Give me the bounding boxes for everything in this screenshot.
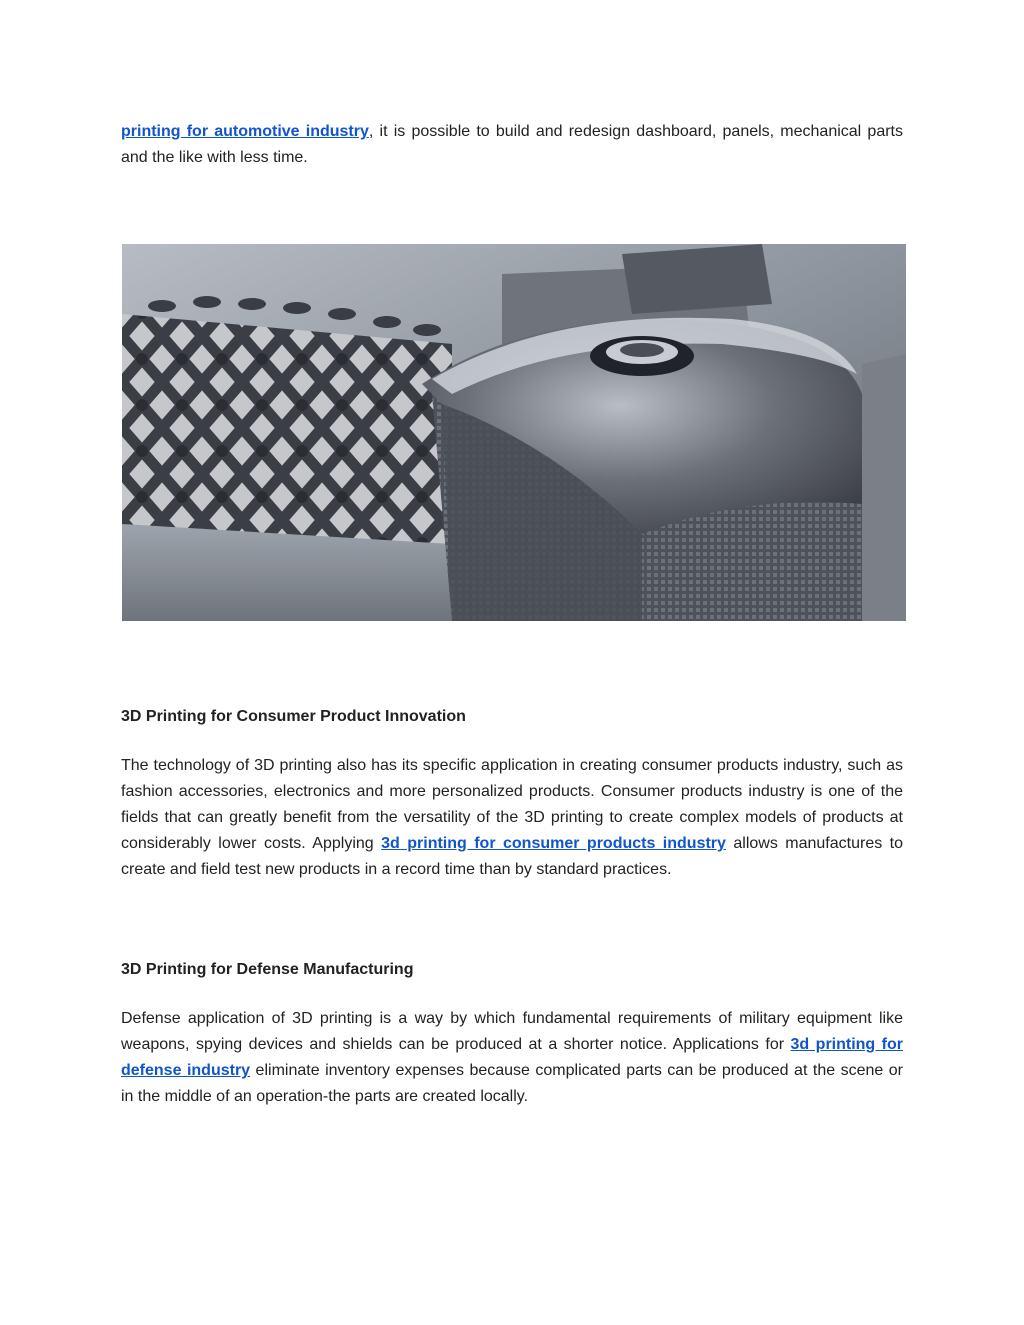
intro-paragraph: [121, 119, 903, 171]
defense-text-before: Defense application of 3D printing is a way by which fundamental requirements of military equipment like weapons, spying devices and shields can be produced at a shorter notice. Applications for: [121, 1010, 903, 1053]
consumer-section-heading: 3D Printing for Consumer Product Innovation: [121, 708, 466, 725]
consumer-text-after: allows manufactures to create and field test new products in a record time than by standard practices.: [121, 835, 903, 878]
3d-printed-metal-parts-photo: [122, 244, 906, 621]
defense-section-heading: 3D Printing for Defense Manufacturing: [121, 961, 414, 978]
consumer-section-paragraph: [121, 753, 903, 883]
defense-section-paragraph: [121, 1006, 903, 1110]
intro-text: , it is possible to build and redesign dashboard, panels, mechanical parts and the like with less time.: [121, 123, 903, 166]
defense-text-after: eliminate inventory expenses because complicated parts can be produced at the scene or in the middle of an operation-the parts are created locally.: [121, 1062, 904, 1105]
defense-industry-link[interactable]: 3d printing for defense industry: [121, 1036, 903, 1079]
automotive-industry-link[interactable]: printing for automotive industry: [121, 123, 369, 140]
consumer-text-before: The technology of 3D printing also has its specific application in creating consumer products industry, such as fashion accessories, electronics and more personalized products. Consumer products industry is one of the fields that can greatly benefit from the versatility of the 3D printing to create complex models of products at considerably lower costs. Applying: [121, 757, 903, 852]
consumer-products-industry-link[interactable]: 3d printing for consumer products industry: [381, 835, 726, 852]
